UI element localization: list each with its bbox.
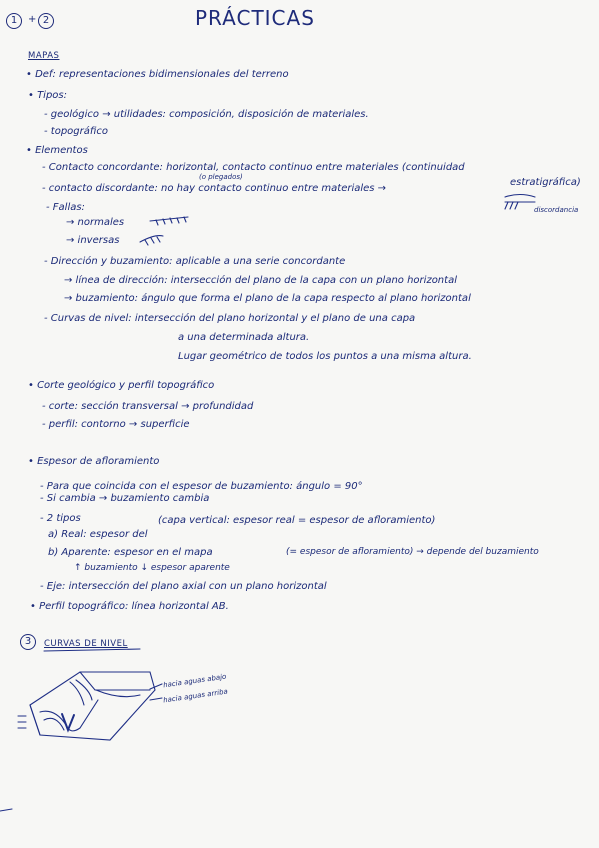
espesor-real: a) Real: espesor del	[48, 529, 148, 540]
espesor-aparente: b) Aparente: espesor en el mapa	[48, 547, 213, 558]
mapas-definition: • Def: representaciones bidimensionales del terreno	[26, 69, 289, 80]
capa-vertical-note: (capa vertical: espesor real = espesor de afloramiento)	[158, 515, 436, 526]
fallas-label: - Fallas:	[46, 202, 85, 213]
curvas-nivel-2: a una determinada altura.	[178, 332, 310, 343]
fallas-inversas: → inversas	[66, 235, 120, 246]
mapas-heading: MAPAS	[28, 51, 60, 61]
legend-marks-icon	[18, 716, 26, 728]
contacto-concordante: - Contacto concordante: horizontal, contacto continuo entre materiales (continuidad	[42, 162, 465, 173]
tipo-geologico: - geológico → utilidades: composición, disposición de materiales.	[44, 109, 369, 120]
circle-number-3: 3	[20, 634, 36, 650]
valley-block-diagram-icon	[18, 672, 162, 740]
discordancia-curve-icon	[505, 195, 535, 198]
curvas-nivel-3: Lugar geométrico de todos los puntos a una misma altura.	[178, 351, 472, 362]
aparente-sub: ↑ buzamiento ↓ espesor aparente	[74, 563, 230, 573]
page-title: PRÁCTICAS	[195, 6, 315, 30]
perfil-topografico: • Perfil topográfico: línea horizontal AB.	[30, 601, 229, 612]
fallas-normales: → normales	[66, 217, 125, 228]
aguas-arriba-label: hacia aguas arriba	[162, 687, 229, 705]
eje-def: - Eje: intersección del plano axial con un plano horizontal	[40, 581, 327, 592]
plus-sign: +	[28, 14, 37, 25]
contacto-discordante: - contacto discordante: no hay contacto continuo entre materiales →	[42, 183, 387, 194]
discordancia-label: discordancia	[534, 206, 579, 214]
linea-direccion: → línea de dirección: intersección del plano de la capa con un plano horizontal	[64, 275, 457, 286]
tipo-topografico: - topográfico	[44, 126, 108, 137]
estratigrafica-note: estratigráfica)	[510, 177, 581, 188]
aguas-abajo-label: hacia aguas abajo	[162, 672, 227, 690]
circle-number-1: 1	[6, 13, 22, 29]
espesor-tipos: - 2 tipos	[40, 513, 81, 524]
circle-number-2: 2	[38, 13, 54, 29]
arrow-abajo-icon	[150, 684, 162, 689]
corte-def: - corte: sección transversal → profundidad	[42, 401, 254, 412]
direccion-buzamiento: - Dirección y buzamiento: aplicable a una serie concordante	[44, 256, 346, 267]
espesor-heading: • Espesor de afloramiento	[28, 456, 160, 467]
elementos-heading: • Elementos	[26, 145, 88, 156]
espesor-cambia: - Si cambia → buzamiento cambia	[40, 493, 210, 504]
arrow-arriba-icon	[150, 698, 162, 700]
curvas-nivel-1: - Curvas de nivel: intersección del plano horizontal y el plano de una capa	[44, 313, 416, 324]
corte-heading: • Corte geológico y perfil topográfico	[28, 380, 215, 391]
perfil-def: - perfil: contorno → superficie	[42, 419, 190, 430]
pliegues-note: (o plegados)	[199, 173, 243, 181]
aparente-note: (= espesor de afloramiento) → depende del buzamiento	[286, 547, 539, 557]
buzamiento-def: → buzamiento: ángulo que forma el plano de la capa respecto al plano horizontal	[64, 293, 471, 304]
discordancia-hatch-icon	[505, 202, 518, 209]
espesor-coincide: - Para que coincida con el espesor de buzamiento: ángulo = 90°	[40, 481, 363, 492]
tipos-label: • Tipos:	[28, 90, 68, 101]
curvas-heading: CURVAS DE NIVEL	[44, 639, 128, 649]
